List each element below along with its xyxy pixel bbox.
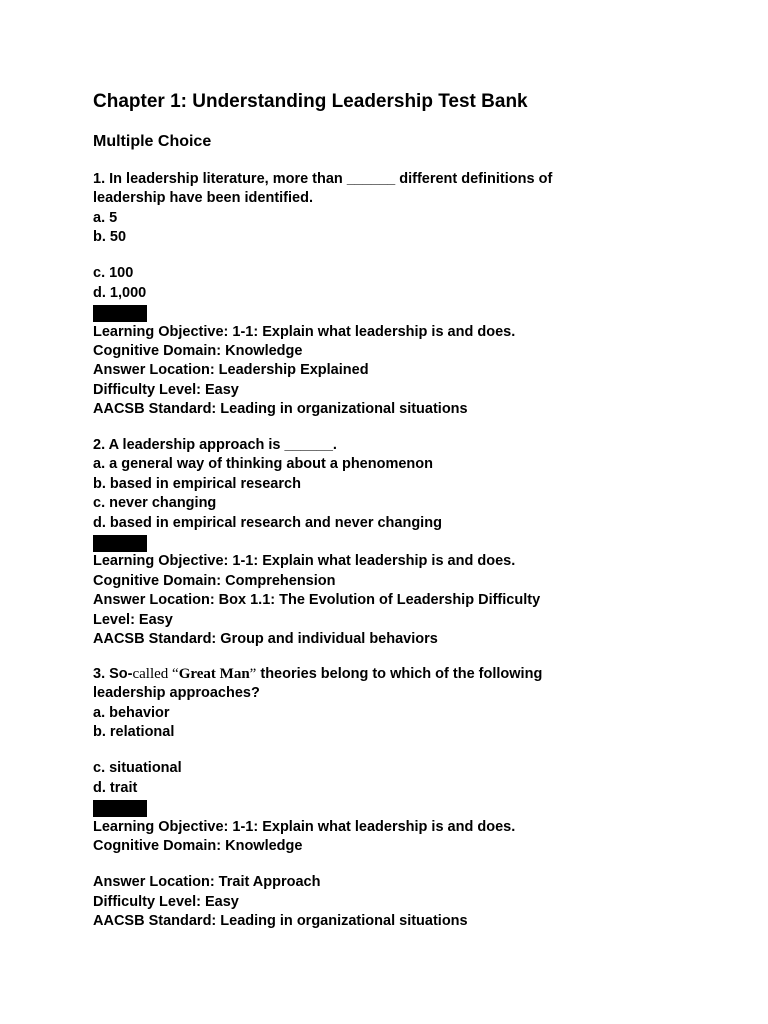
question-2-option-b: b. based in empirical research: [93, 475, 301, 492]
question-1-option-a: a. 5: [93, 209, 118, 226]
question-1-difficulty-level: Difficulty Level: Easy: [93, 381, 239, 398]
question-3-stem-suffix: theories belong to which of the following: [256, 666, 543, 682]
question-2-option-c: c. never changing: [93, 495, 217, 512]
question-3-cognitive-domain: Cognitive Domain: Knowledge: [93, 837, 303, 854]
question-3: [93, 665, 693, 931]
spacer: [93, 856, 693, 873]
redacted-answer: [93, 800, 147, 817]
question-2-cognitive-domain: Cognitive Domain: Comprehension: [93, 572, 336, 589]
redacted-answer: [93, 535, 147, 552]
question-1-option-d: d. 1,000: [93, 284, 147, 301]
section-title: Multiple Choice: [93, 133, 212, 150]
spacer: [93, 743, 693, 760]
question-1: [93, 170, 693, 419]
question-3-option-a: a. behavior: [93, 704, 170, 721]
question-1-option-b: b. 50: [93, 229, 127, 246]
redacted-answer: [93, 305, 147, 322]
question-3-aacsb-standard: AACSB Standard: Leading in organizational situations: [93, 912, 468, 929]
question-1-stem-line-2: leadership have been identified.: [93, 190, 313, 207]
question-3-stem-close-quote: ”: [249, 666, 257, 682]
question-3-stem-line-1: [93, 665, 693, 684]
question-3-option-b: b. relational: [93, 724, 175, 741]
question-1-option-c: c. 100: [93, 265, 134, 282]
spacer: [93, 248, 693, 265]
question-2-answer-location: Answer Location: Box 1.1: The Evolution of Leadership Difficulty: [93, 592, 541, 609]
question-2-learning-objective: Learning Objective: 1-1: Explain what leadership is and does.: [93, 553, 516, 570]
question-2-option-a: a. a general way of thinking about a phenomenon: [93, 456, 433, 473]
question-1-cognitive-domain: Cognitive Domain: Knowledge: [93, 342, 303, 359]
question-2-aacsb-standard: AACSB Standard: Group and individual behaviors: [93, 630, 438, 647]
question-3-answer-location: Answer Location: Trait Approach: [93, 874, 321, 891]
question-3-stem-called: called “: [132, 666, 179, 682]
question-3-learning-objective: Learning Objective: 1-1: Explain what leadership is and does.: [93, 818, 516, 835]
question-3-stem-great-man: Great Man: [178, 666, 250, 682]
question-1-stem-line-1: 1. In leadership literature, more than ______ different definitions of: [93, 171, 553, 187]
question-2-stem: 2. A leadership approach is ______.: [93, 437, 337, 453]
question-2-option-d: d. based in empirical research and never changing: [93, 514, 442, 531]
question-2: [93, 436, 693, 649]
question-2-difficulty-level: Level: Easy: [93, 611, 173, 628]
question-3-stem-line-2: leadership approaches?: [93, 685, 260, 702]
question-1-answer-location: Answer Location: Leadership Explained: [93, 362, 369, 379]
question-1-aacsb-standard: AACSB Standard: Leading in organizational situations: [93, 401, 468, 418]
question-1-learning-objective: Learning Objective: 1-1: Explain what leadership is and does.: [93, 323, 516, 340]
question-3-difficulty-level: Difficulty Level: Easy: [93, 893, 239, 910]
question-3-option-d: d. trait: [93, 779, 138, 796]
question-3-option-c: c. situational: [93, 760, 182, 777]
question-3-stem-prefix: 3. So-: [93, 666, 133, 682]
document-title: Chapter 1: Understanding Leadership Test Bank: [93, 91, 528, 112]
